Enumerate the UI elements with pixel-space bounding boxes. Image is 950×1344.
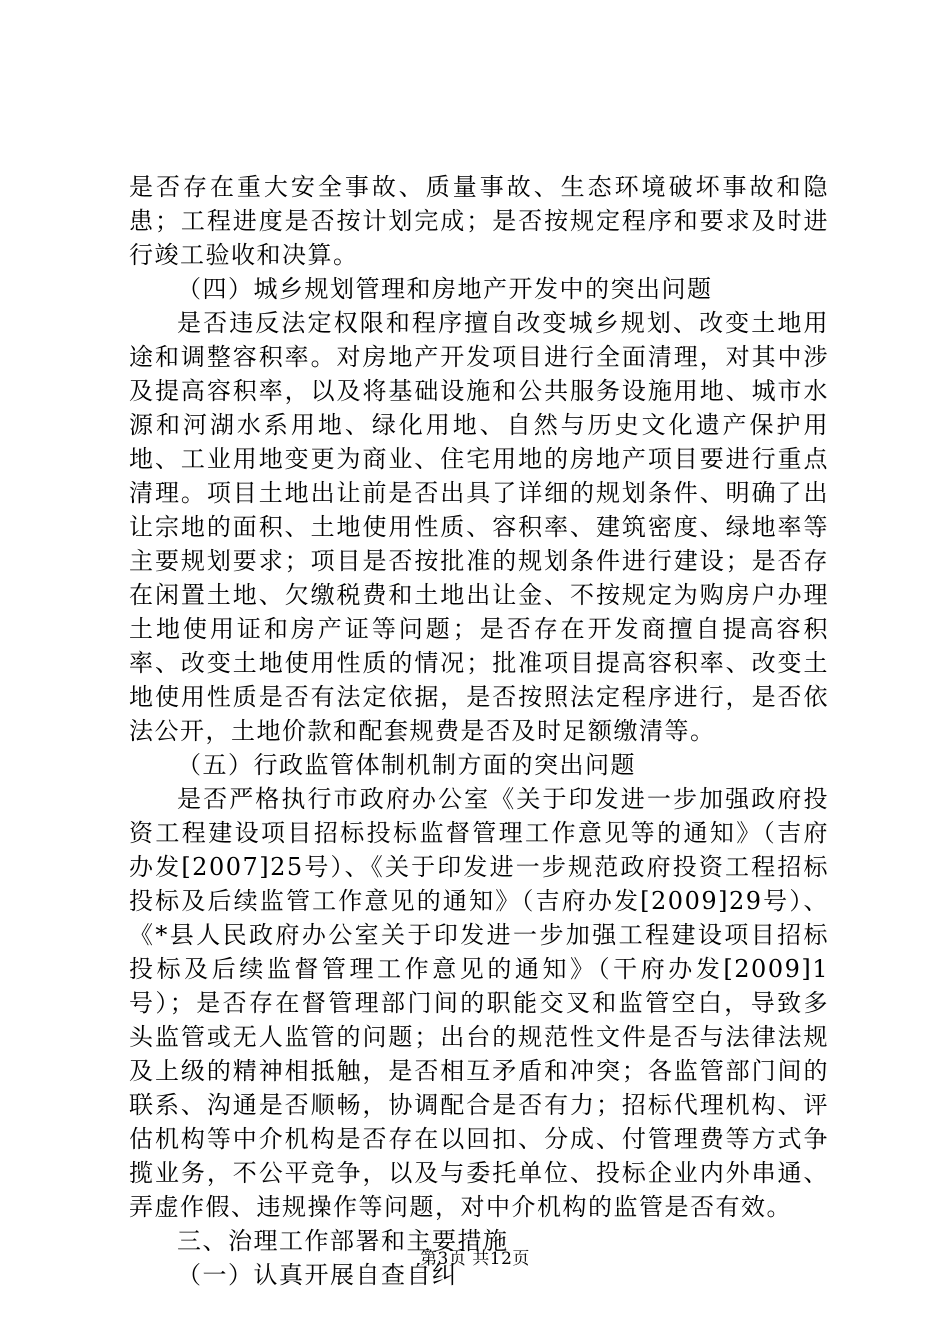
paragraph-continued: 是否存在重大安全事故、质量事故、生态环境破坏事故和隐患；工程进度是否按计划完成；是否按规定程序和要求及时进行竣工验收和决算。 xyxy=(129,173,829,269)
section-heading-5: （五）行政监管体制机制方面的突出问题 xyxy=(177,751,636,779)
paragraph-supervision: 是否严格执行市政府办公室《关于印发进一步加强政府投资工程建设项目招标投标监督管理工作意见等的通知》（吉府办发[2007]25号）、《关于印发进一步规范政府投资工程招标投标及后续监管工作意见的通知》（吉府办发[2009]29号）、《*县人民政府办公室关于印发进一步加强工程建设项目招标投标及后续监督管理工作意见的通知》（干府办发[2009]1号）；是否存在督管理部门间的职能交叉和监管空白，导致多头监管或无人监管的问题；出台的规范性文件是否与法律法规及上级的精神相抵触，是否相互矛盾和冲突；各监管部门间的联系、沟通是否顺畅，协调配合是否有力；招标代理机构、评估机构等中介机构是否存在以回扣、分成、付管理费等方式争揽业务，不公平竞争，以及与委托单位、投标企业内外串通、弄虚作假、违规操作等问题，对中介机构的监管是否有效。 xyxy=(129,785,829,1221)
subsection-heading-1: （一）认真开展自查自纠 xyxy=(177,1261,458,1289)
paragraph-urban-planning: 是否违反法定权限和程序擅自改变城乡规划、改变土地用途和调整容积率。对房地产开发项目进行全面清理，对其中涉及提高容积率，以及将基础设施和公共服务设施用地、城市水源和河湖水系用地、绿化用地、自然与历史文化遗产保护用地、工业用地变更为商业、住宅用地的房地产项目要进行重点清理。项目土地出让前是否出具了详细的规划条件、明确了出让宗地的面积、土地使用性质、容积率、建筑密度、绿地率等主要规划要求；项目是否按批准的规划条件进行建设；是否存在闲置土地、欠缴税费和土地出让金、不按规定为购房户办理土地使用证和房产证等问题；是否存在开发商擅自提高容积率、改变土地使用性质的情况；批准项目提高容积率、改变土地使用性质是否有法定依据，是否按照法定程序进行，是否依法公开，土地价款和配套规费是否及时足额缴清等。 xyxy=(129,309,829,745)
document-body xyxy=(129,170,829,1292)
section-heading-3: 三、治理工作部署和主要措施 xyxy=(177,1227,509,1255)
page-number-footer: 第3页 共12页 xyxy=(420,1249,530,1269)
section-heading-4: （四）城乡规划管理和房地产开发中的突出问题 xyxy=(177,275,713,303)
